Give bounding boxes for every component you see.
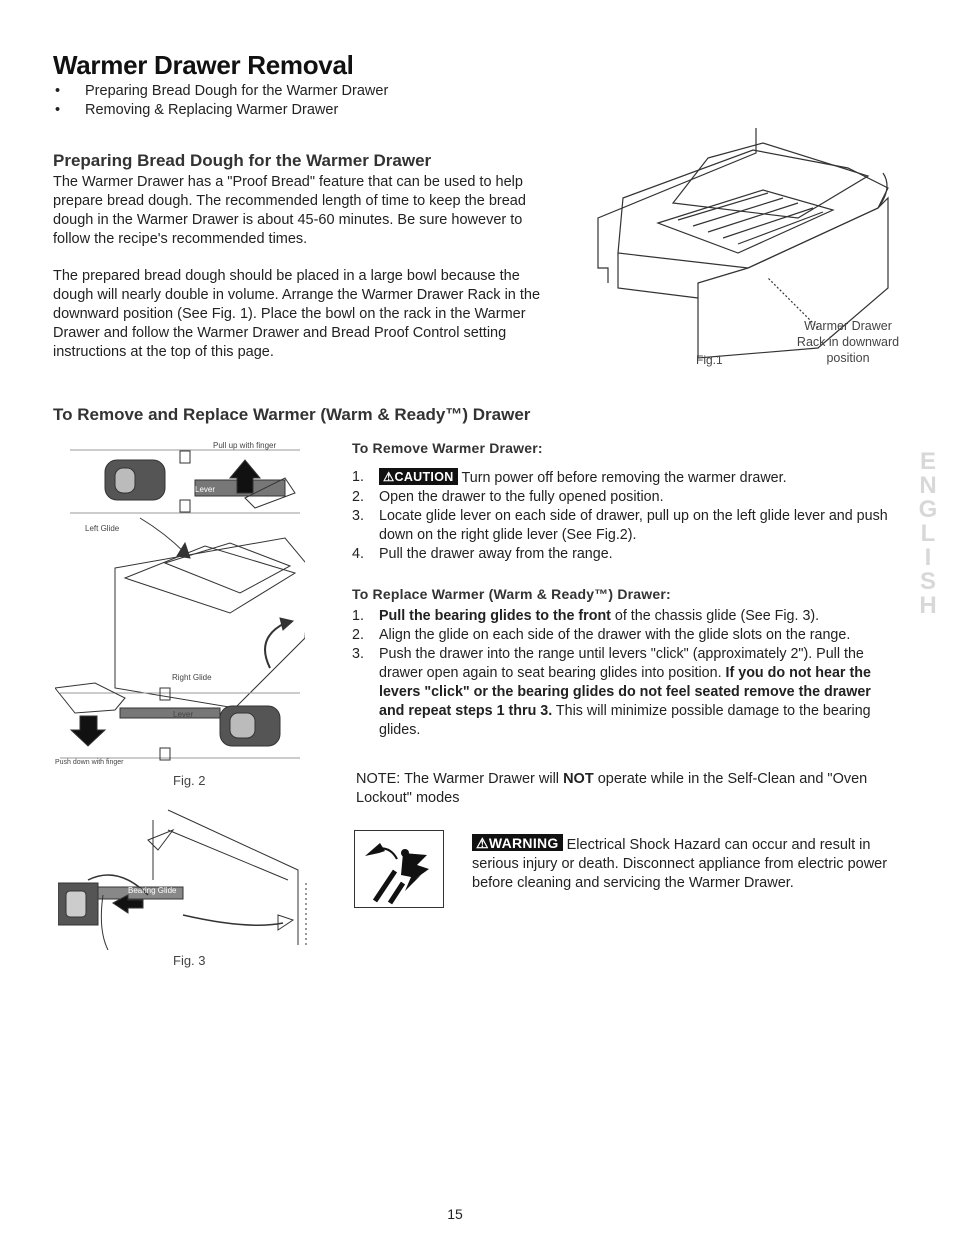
fig3-caption: Fig. 3 xyxy=(173,953,206,968)
replace-heading: To Replace Warmer (Warm & Ready™) Drawer: xyxy=(352,586,671,602)
remove-heading: To Remove Warmer Drawer: xyxy=(352,440,543,456)
warning-badge: ⚠WARNING xyxy=(472,834,563,851)
left-glide-label: Left Glide xyxy=(85,524,120,533)
figure-1 xyxy=(588,128,908,373)
topic-item: • Preparing Bread Dough for the Warmer Drawer xyxy=(55,82,388,101)
lever-label: Lever xyxy=(195,485,216,494)
right-glide-label: Right Glide xyxy=(172,673,212,682)
fig2-caption: Fig. 2 xyxy=(173,773,206,788)
bearing-glide-label: Bearing Glide xyxy=(128,886,177,895)
electrical-shock-icon xyxy=(354,830,444,908)
remove-steps xyxy=(352,468,902,564)
bearing-glide-illustration xyxy=(58,805,313,950)
glide-lever-illustration xyxy=(55,438,305,768)
lever-label-2: Lever xyxy=(173,710,194,719)
prep-paragraph-1: The Warmer Drawer has a "Proof Bread" feature that can be used to help prepare bread dough. The recommended length of time to keep the bread dough in the Warmer Drawer is about 45-60 minutes. Be sure however to follow the recipe's recommended times. xyxy=(53,174,526,247)
fig1-label: position xyxy=(826,351,870,365)
page-title: Warmer Drawer Removal xyxy=(53,50,354,80)
prep-paragraph-2: The prepared bread dough should be placed in a large bowl because the dough will nearly double in volume. Arrange the Warmer Drawer Rack in the downward position (See Fig. 1). Place the bowl on the rack in the Warmer Drawer and follow the Warmer Drawer and Bread Proof Control setting instructions at the top of this page. xyxy=(53,268,541,360)
list-item: 1. ⚠CAUTION Turn power off before removing the warmer drawer. xyxy=(352,469,787,486)
language-tab: ENGLISH xyxy=(918,448,938,619)
fig1-caption: Fig.1 xyxy=(696,353,723,367)
warning-text: ⚠WARNING Electrical Shock Hazard can occur and result in serious injury or death. Disconnect appliance from electric power before cleaning and servicing the Warmer Drawer. xyxy=(472,835,888,891)
remove-section xyxy=(352,440,902,564)
fig1-label: Warmer Drawer xyxy=(804,319,892,333)
figure-3 xyxy=(58,805,313,975)
list-item: 4. Pull the drawer away from the range. xyxy=(352,546,613,562)
list-item: 3. Push the drawer into the range until levers "click" (approximately 2"). Pull the drawer open again to seat bearing glides into position. If you do not hear the levers "click" or the bearing glides do not feel seated remove the drawer and repeat steps 1 thru 3. This will minimize possible damage to the bearing glides. xyxy=(352,646,871,738)
fig1-label: Rack in downward xyxy=(796,335,900,349)
page-number: 15 xyxy=(447,1206,463,1222)
caution-badge: ⚠CAUTION xyxy=(379,468,458,485)
pull-up-label: Pull up with finger xyxy=(213,441,277,450)
remove-replace-heading: To Remove and Replace Warmer (Warm & Ready™) Drawer xyxy=(53,405,531,424)
list-item: 2. Open the drawer to the fully opened position. xyxy=(352,489,664,505)
push-down-label: Push down with finger xyxy=(55,759,124,766)
topic-item: • Removing & Replacing Warmer Drawer xyxy=(55,101,388,120)
list-item: 1. Pull the bearing glides to the front of the chassis glide (See Fig. 3). xyxy=(352,608,820,624)
topic-list xyxy=(55,82,388,120)
list-item: 3. Locate glide lever on each side of drawer, pull up on the left glide lever and push down on the right glide lever (See Fig.2). xyxy=(352,508,888,543)
replace-section xyxy=(352,586,897,740)
list-item: 2. Align the glide on each side of the drawer with the glide slots on the range. xyxy=(352,627,851,643)
replace-steps xyxy=(352,607,897,740)
prep-section xyxy=(53,151,563,362)
note-text: NOTE: The Warmer Drawer will NOT operate while in the Self-Clean and "Oven Lockout" modes xyxy=(356,771,868,806)
figure-2 xyxy=(55,438,305,788)
prep-heading: Preparing Bread Dough for the Warmer Drawer xyxy=(53,151,432,170)
